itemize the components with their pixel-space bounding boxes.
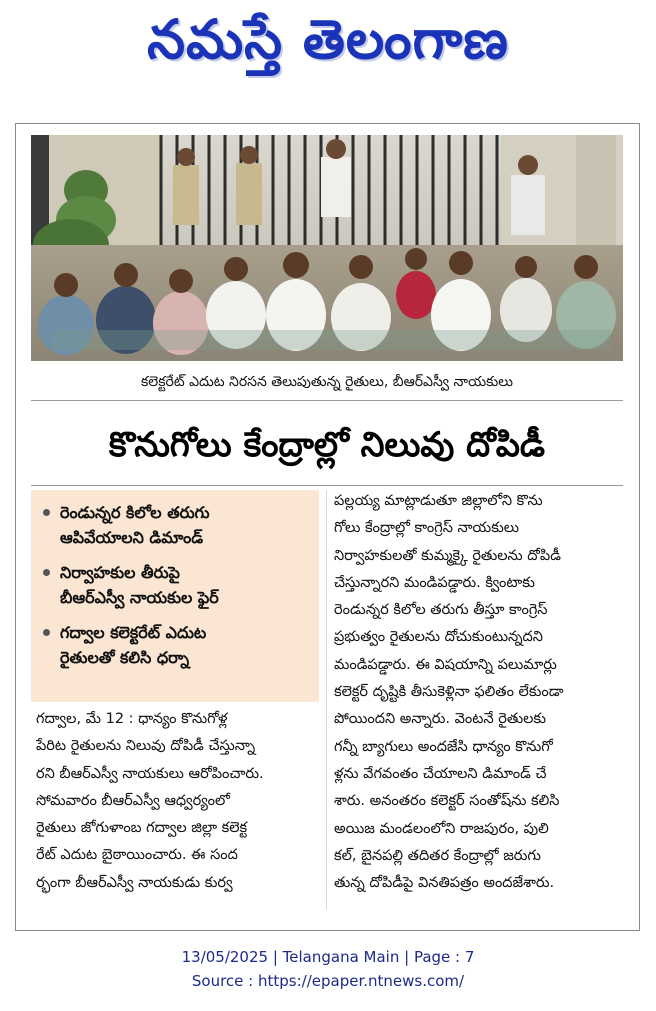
bullet-icon: [43, 509, 50, 516]
newspaper-title: నమస్తే తెలంగాణ: [147, 7, 509, 71]
highlight-line: రైతులతో కలిసి ధర్నా: [60, 648, 190, 667]
body-line: రేట్ ఎదుట బైఠాయించారు. ఈ సంద: [36, 847, 238, 864]
body-line: శారు. అనంతరం కలెక్టర్ సంతోష్‌ను కలిసి: [334, 793, 560, 810]
edition-info: 13/05/2025 | Telangana Main | Page : 7: [181, 948, 475, 966]
article-clipping: [15, 123, 640, 931]
bullet-icon: [43, 569, 50, 576]
body-line: పేరిట రైతులను నిలువు దోపిడీ చేస్తున్నా: [36, 738, 256, 755]
body-line: తున్న దోపిడీపై వినతిపత్రం అందజేశారు.: [334, 875, 555, 892]
highlight-item: [43, 500, 309, 550]
highlight-item: [43, 560, 309, 610]
highlight-line: బీఆర్ఎస్వీ నాయకుల ఫైర్: [60, 588, 219, 607]
body-line: మండిపడ్డారు. ఈ విషయాన్ని పలుమార్లు: [334, 656, 557, 673]
body-line: ళ్లను వేగవంతం చేయాలని డిమాండ్ చే: [334, 765, 547, 782]
body-line: చేస్తున్నారని మండిపడ్డారు. క్వింటాకు: [334, 574, 535, 591]
highlights-box: [31, 490, 319, 702]
highlight-line: నిర్వాహకుల తీరుపై: [60, 563, 180, 582]
body-line: ర్భంగా బీఆర్ఎస్వీ నాయకుడు కుర్వ: [36, 874, 233, 891]
photo-caption: కలెక్టరేట్ ఎదుట నిరసన తెలుపుతున్న రైతులు, బీఆర్ఎస్వీ నాయకులు: [140, 374, 514, 390]
body-line: గోలు కేంద్రాల్లో కాంగ్రెస్ నాయకులు: [334, 520, 520, 537]
body-line: కల్, బైనపల్లి తదితర కేంద్రాల్లో జరుగు: [334, 847, 541, 864]
body-line: అయిజ మండలంలోని రాజపురం, పులి: [334, 820, 549, 837]
body-line: కలెక్టర్ దృష్టికి తీసుకెళ్లినా ఫలితం లేకుండా: [334, 684, 564, 701]
divider: [31, 485, 623, 486]
body-line: నిర్వాహకులతో కుమ్మక్కై రైతులను దోపిడీ: [334, 547, 561, 564]
headline: కొనుగోలు కేంద్రాల్లో నిలువు దోపిడీ: [108, 425, 546, 465]
column-divider: [326, 490, 327, 910]
highlight-item: [43, 620, 309, 670]
body-line: ప్రభుత్వం రైతులను దోచుకుంటున్నదని: [334, 629, 543, 646]
body-line: రెండున్నర కిలోల తరుగు తీస్తూ కాంగ్రెస్: [334, 602, 548, 619]
source-link[interactable]: Source : https://epaper.ntnews.com/: [191, 972, 465, 990]
body-line: గన్నీ బ్యాగులు అందజేసి ధాన్యం కొనుగో: [334, 738, 553, 755]
body-line: సోమవారం బీఆర్ఎస్వీ ఆధ్వర్యంలో: [36, 792, 230, 809]
body-line: రని బీఆర్ఎస్వీ నాయకులు ఆరోపించారు.: [36, 765, 264, 782]
masthead: [0, 0, 656, 92]
body-line: రైతులు జోగుళాంబ గద్వాల జిల్లా కలెక్ట: [36, 820, 248, 837]
protest-photo: [31, 135, 623, 361]
divider: [31, 400, 623, 401]
body-line: పల్లయ్య మాట్లాడుతూ జిల్లాలోని కొను: [334, 493, 543, 509]
article-body-left: [36, 706, 314, 897]
bullet-icon: [43, 629, 50, 636]
body-line: గద్వాల, మే 12 : ధాన్యం కొనుగోళ్ల: [36, 711, 228, 727]
body-line: పోయిందని అన్నారు. వెంటనే రైతులకు: [334, 711, 546, 728]
highlight-line: గద్వాల కలెక్టరేట్ ఎదుట: [60, 623, 207, 642]
highlight-line: ఆపివేయాలని డిమాండ్: [60, 528, 204, 547]
highlight-line: రెండున్నర కిలోల తరుగు: [60, 503, 210, 522]
article-body-right: [334, 488, 624, 897]
